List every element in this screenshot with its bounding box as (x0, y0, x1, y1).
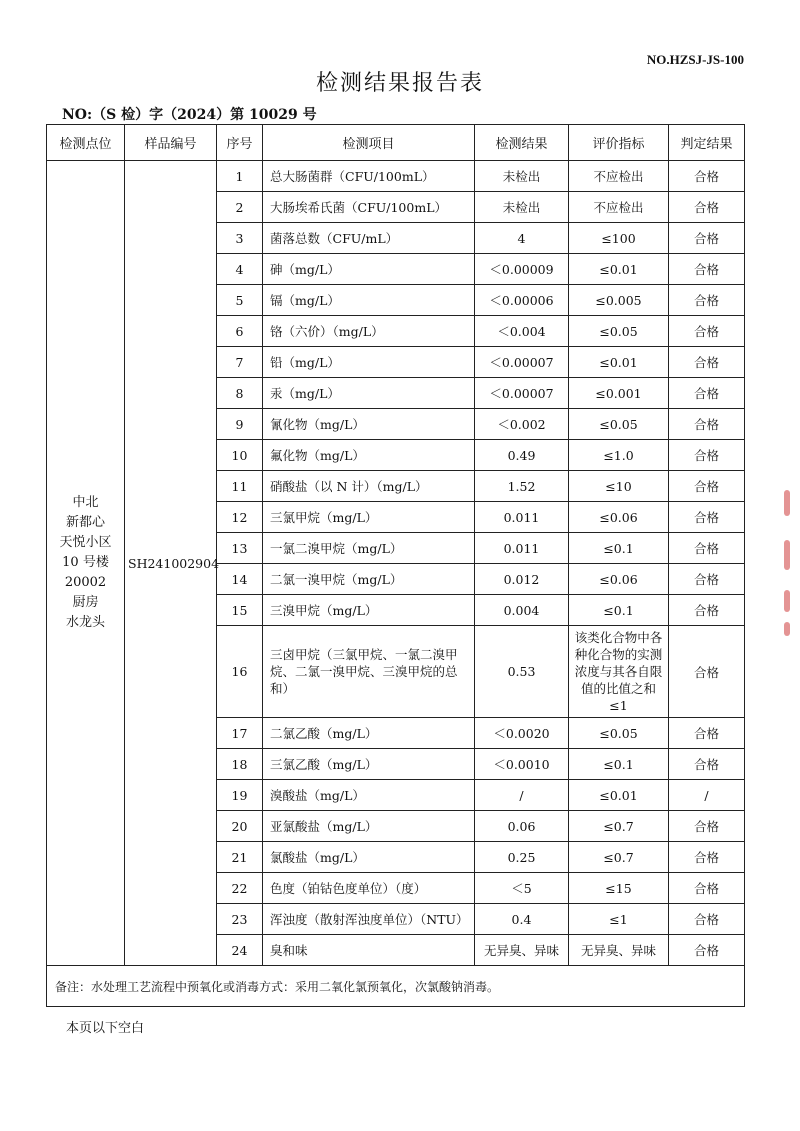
row-standard: ≤0.06 (569, 564, 669, 595)
row-item: 砷（mg/L） (263, 254, 475, 285)
row-standard: ≤0.1 (569, 749, 669, 780)
row-verdict: 合格 (669, 192, 745, 223)
row-standard: ≤0.05 (569, 316, 669, 347)
row-result: ＜0.00009 (475, 254, 569, 285)
row-result: ＜0.004 (475, 316, 569, 347)
row-item: 大肠埃希氏菌（CFU/100mL） (263, 192, 475, 223)
row-item: 硝酸盐（以 N 计）（mg/L） (263, 471, 475, 502)
row-standard: ≤1 (569, 904, 669, 935)
row-number: 6 (217, 316, 263, 347)
row-number: 22 (217, 873, 263, 904)
row-standard: ≤100 (569, 223, 669, 254)
table-header-row (47, 125, 745, 161)
blank-remainder-text: 本页以下空白 (66, 1021, 145, 1036)
row-item: 铬（六价）（mg/L） (263, 316, 475, 347)
row-verdict: 合格 (669, 626, 745, 718)
row-item: 三溴甲烷（mg/L） (263, 595, 475, 626)
header-verdict: 判定结果 (669, 125, 745, 161)
row-result: 未检出 (475, 192, 569, 223)
row-number: 20 (217, 811, 263, 842)
row-result: ＜5 (475, 873, 569, 904)
row-standard: ≤0.005 (569, 285, 669, 316)
row-item: 溴酸盐（mg/L） (263, 780, 475, 811)
seal-stamp-mark (784, 590, 790, 612)
row-standard: ≤0.01 (569, 347, 669, 378)
row-standard: ≤0.06 (569, 502, 669, 533)
row-number: 1 (217, 161, 263, 192)
location-line: 中北 (72, 495, 99, 510)
row-verdict: 合格 (669, 161, 745, 192)
header-result: 检测结果 (475, 125, 569, 161)
header-location: 检测点位 (47, 125, 125, 161)
row-result: 4 (475, 223, 569, 254)
row-verdict: 合格 (669, 502, 745, 533)
row-number: 15 (217, 595, 263, 626)
row-standard: ≤0.001 (569, 378, 669, 409)
note-row (47, 966, 745, 1007)
row-standard: 不应检出 (569, 161, 669, 192)
row-number: 5 (217, 285, 263, 316)
page-title: 检测结果报告表 (315, 71, 484, 96)
row-verdict: 合格 (669, 440, 745, 471)
row-verdict: 合格 (669, 533, 745, 564)
location-line: 水龙头 (65, 615, 105, 630)
row-item: 氟化物（mg/L） (263, 440, 475, 471)
row-verdict: 合格 (669, 254, 745, 285)
row-number: 24 (217, 935, 263, 966)
row-standard: ≤0.1 (569, 533, 669, 564)
row-verdict: 合格 (669, 873, 745, 904)
row-standard: 该类化合物中各种化合物的实测浓度与其各自限值的比值之和≤1 (569, 626, 669, 718)
row-verdict: 合格 (669, 595, 745, 626)
row-number: 4 (217, 254, 263, 285)
row-standard: ≤0.01 (569, 254, 669, 285)
row-verdict: 合格 (669, 409, 745, 440)
row-result: 0.06 (475, 811, 569, 842)
location-line: 天悦小区 (59, 535, 112, 550)
row-number: 18 (217, 749, 263, 780)
row-verdict: 合格 (669, 904, 745, 935)
row-item: 三卤甲烷（三氯甲烷、一氯二溴甲烷、二氯一溴甲烷、三溴甲烷的总和） (263, 626, 475, 718)
row-result: 无异臭、异味 (475, 935, 569, 966)
row-item: 臭和味 (263, 935, 475, 966)
row-verdict: 合格 (669, 378, 745, 409)
row-standard: 不应检出 (569, 192, 669, 223)
row-number: 21 (217, 842, 263, 873)
row-verdict: 合格 (669, 223, 745, 254)
row-item: 氰化物（mg/L） (263, 409, 475, 440)
row-result: 0.49 (475, 440, 569, 471)
seal-stamp-mark (784, 490, 790, 516)
row-verdict: / (669, 780, 745, 811)
table-row (47, 161, 745, 192)
row-item: 铅（mg/L） (263, 347, 475, 378)
row-standard: ≤0.7 (569, 811, 669, 842)
header-number: 序号 (217, 125, 263, 161)
header-sample-id: 样品编号 (125, 125, 217, 161)
row-result: ＜0.0010 (475, 749, 569, 780)
row-item: 总大肠菌群（CFU/100mL） (263, 161, 475, 192)
row-number: 2 (217, 192, 263, 223)
seal-stamp-mark (784, 622, 790, 636)
row-item: 二氯一溴甲烷（mg/L） (263, 564, 475, 595)
row-number: 16 (217, 626, 263, 718)
row-standard: ≤0.7 (569, 842, 669, 873)
row-result: 0.011 (475, 502, 569, 533)
row-result: 0.011 (475, 533, 569, 564)
header-standard: 评价指标 (569, 125, 669, 161)
row-verdict: 合格 (669, 842, 745, 873)
row-number: 9 (217, 409, 263, 440)
row-item: 镉（mg/L） (263, 285, 475, 316)
row-result: ＜0.00006 (475, 285, 569, 316)
row-verdict: 合格 (669, 471, 745, 502)
row-item: 三氯甲烷（mg/L） (263, 502, 475, 533)
row-item: 菌落总数（CFU/mL） (263, 223, 475, 254)
row-standard: ≤0.05 (569, 409, 669, 440)
row-standard: 无异臭、异味 (569, 935, 669, 966)
row-item: 一氯二溴甲烷（mg/L） (263, 533, 475, 564)
row-verdict: 合格 (669, 285, 745, 316)
row-number: 3 (217, 223, 263, 254)
row-standard: ≤0.1 (569, 595, 669, 626)
row-standard: ≤10 (569, 471, 669, 502)
location-line: 厨房 (72, 595, 99, 610)
row-result: ＜0.0020 (475, 718, 569, 749)
header-item: 检测项目 (263, 125, 475, 161)
row-verdict: 合格 (669, 811, 745, 842)
row-number: 10 (217, 440, 263, 471)
row-result: 0.4 (475, 904, 569, 935)
row-standard: ≤1.0 (569, 440, 669, 471)
location-line: 20002 (64, 575, 107, 590)
results-table (46, 124, 745, 1007)
row-number: 12 (217, 502, 263, 533)
row-result: ＜0.002 (475, 409, 569, 440)
location-line: 新都心 (65, 515, 105, 530)
row-item: 汞（mg/L） (263, 378, 475, 409)
row-number: 19 (217, 780, 263, 811)
row-result: 0.004 (475, 595, 569, 626)
row-item: 浑浊度（散射浑浊度单位）（NTU） (263, 904, 475, 935)
row-item: 氯酸盐（mg/L） (263, 842, 475, 873)
row-verdict: 合格 (669, 347, 745, 378)
row-number: 17 (217, 718, 263, 749)
row-number: 14 (217, 564, 263, 595)
row-number: 8 (217, 378, 263, 409)
row-number: 11 (217, 471, 263, 502)
row-result: 1.52 (475, 471, 569, 502)
row-standard: ≤0.01 (569, 780, 669, 811)
row-result: / (475, 780, 569, 811)
row-item: 色度（铂钴色度单位）（度） (263, 873, 475, 904)
row-number: 7 (217, 347, 263, 378)
row-result: 0.25 (475, 842, 569, 873)
location-line: 10 号楼 (62, 555, 109, 570)
row-item: 二氯乙酸（mg/L） (263, 718, 475, 749)
row-number: 13 (217, 533, 263, 564)
row-verdict: 合格 (669, 564, 745, 595)
note-text: 备注：水处理工艺流程中预氧化或消毒方式：采用二氧化氯预氧化，次氯酸钠消毒。 (47, 966, 745, 1007)
row-verdict: 合格 (669, 935, 745, 966)
row-verdict: 合格 (669, 749, 745, 780)
row-number: 23 (217, 904, 263, 935)
seal-stamp-mark (784, 540, 790, 570)
row-result: 未检出 (475, 161, 569, 192)
row-standard: ≤0.05 (569, 718, 669, 749)
row-result: ＜0.00007 (475, 347, 569, 378)
row-result: ＜0.00007 (475, 378, 569, 409)
row-result: 0.012 (475, 564, 569, 595)
document-code: NO.HZSJ-JS-100 (646, 52, 744, 67)
row-result: 0.53 (475, 626, 569, 718)
row-item: 亚氯酸盐（mg/L） (263, 811, 475, 842)
row-verdict: 合格 (669, 316, 745, 347)
report-number: NO:（S 检）字（2024）第 10029 号 (62, 107, 317, 123)
row-verdict: 合格 (669, 718, 745, 749)
row-item: 三氯乙酸（mg/L） (263, 749, 475, 780)
row-standard: ≤15 (569, 873, 669, 904)
sample-id-cell: SH241002904 (125, 161, 217, 966)
location-cell (47, 161, 125, 966)
